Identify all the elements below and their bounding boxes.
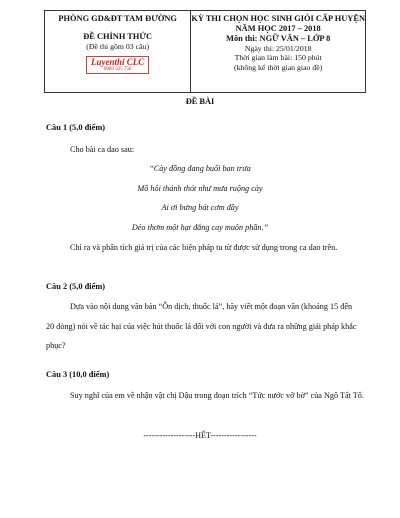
- exam-date: Ngày thi: 25/01/2018: [244, 44, 312, 53]
- section-title: ĐỀ BÀI: [185, 97, 215, 106]
- header-table: [44, 10, 366, 93]
- department-name: PHÒNG GD&ĐT TAM ĐƯỜNG: [58, 14, 177, 23]
- poem-line-4: Dẻo thơm một hạt đắng cay muôn phần.”: [131, 223, 269, 232]
- question-3-heading: Câu 3 (10,0 điểm): [46, 370, 110, 379]
- end-marker: -------------------HẾT-----------------: [143, 431, 257, 440]
- question-2-line-3: phục?: [46, 341, 66, 350]
- poem-line-3: Ai ơi bưng bát cơm đầy: [161, 203, 239, 212]
- page-count-note: (Đề thi gồm 03 câu): [86, 42, 150, 51]
- duration-note: (không kể thời gian giao đề): [233, 62, 323, 72]
- question-2-heading: Câu 2 (5,0 điểm): [46, 282, 106, 291]
- question-3-prompt: Suy nghĩ của em về nhận vật chị Dậu trong đoạn trích “Tức nước vỡ bờ” của Ngô Tất Tố.: [70, 391, 364, 400]
- official-label: ĐỀ CHÍNH THỨC: [83, 32, 153, 41]
- question-2-line-2: 20 dòng) nói về tác hại của việc hút thuốc lá đối với con người và đưa ra những giải pháp khắc: [46, 322, 357, 331]
- publisher-logo: [86, 56, 149, 74]
- question-1-heading: Câu 1 (5,0 điểm): [46, 123, 106, 132]
- question-1-intro: Cho bài ca dao sau:: [70, 145, 135, 154]
- question-1-prompt: Chỉ ra và phân tích giá trị của các biện pháp tu từ được sử dụng trong ca dao trên.: [70, 243, 338, 252]
- logo-name: Luyenthi CLC: [91, 57, 145, 68]
- header-right-cell: [191, 11, 365, 92]
- poem-line-1: “Cày đồng đang buổi ban trưa: [149, 164, 251, 173]
- subject: Môn thi: NGỮ VĂN – LỚP 8: [226, 34, 331, 43]
- exam-name: KỲ THI CHỌN HỌC SINH GIỎI CẤP HUYỆN: [191, 14, 365, 23]
- header-left-cell: [45, 11, 191, 92]
- question-2-line-1: Dựa vào nội dung văn bản “Ôn dịch, thuốc lá”, hãy viết một đoạn văn (khoảng 15 đến: [70, 302, 353, 311]
- school-year: NĂM HỌC 2017 – 2018: [235, 24, 321, 33]
- logo-phone: 0969 325 756: [103, 67, 132, 73]
- poem-line-2: Mồ hôi thánh thót như mưa ruộng cày: [137, 184, 263, 193]
- duration: Thời gian làm bài: 150 phút: [234, 53, 322, 63]
